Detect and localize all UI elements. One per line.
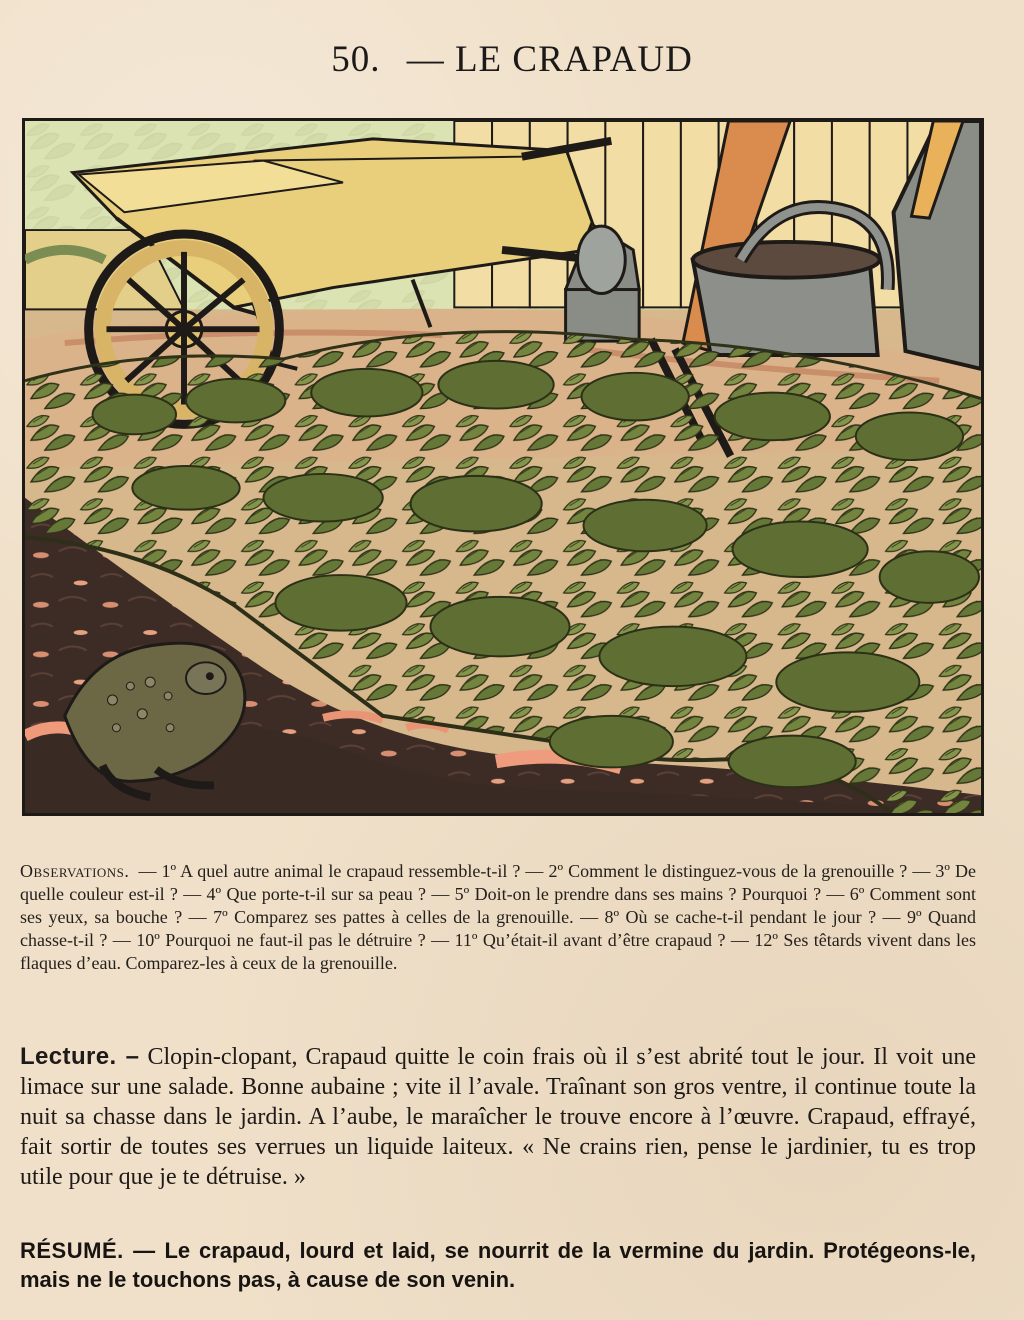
resume-section (20, 1236, 976, 1294)
observations-text: — 1º A quel autre animal le crapaud ressemble-t-il ? — 2º Comment le distinguez-vous de la grenouille ? — 3º De quelle couleur est-il ? — 4º Que porte-t-il sur sa peau ? — 5º Doit-on le prendre dans ses mains ? Pourquoi ? — 6º Comment sont ses yeux, sa bouche ? — 7º Comparez ses pattes à celles de la grenouille. — 8º Où se cache-t-il pendant le jour ? — 9º Quand chasse-t-il ? — 10º Pourquoi ne faut-il pas le détruire ? — 11º Qu’était-il avant d’être crapaud ? — 12º Ses têtards vivent dans les flaques d’eau. Comparez-les à ceux de la grenouille. (20, 861, 977, 973)
lesson-number: 50. (331, 39, 381, 80)
resume-text: Le crapaud, lourd et laid, se nourrit de la vermine du jardin. Protégeons-le, mais ne le touchons pas, à cause de son venin. (20, 1238, 976, 1292)
observations-section (20, 860, 976, 975)
title-text: LE CRAPAUD (454, 39, 693, 80)
resume-label: RÉSUMÉ. — (20, 1238, 156, 1263)
garden-illustration (22, 118, 984, 816)
observations-label: Observations. (20, 861, 130, 881)
title-dash: — (406, 39, 445, 80)
garden-scene-svg (25, 121, 981, 813)
page-title (0, 38, 1024, 81)
lecture-section (20, 1042, 976, 1192)
lecture-text: Clopin-clopant, Crapaud quitte le coin frais où il s’est abrité tout le jour. Il voit une limace sur une salade. Bonne aubaine ; vite il l’avale. Traînant son gros ventre, il continue toute la nuit sa chasse dans le jardin. A l’aube, le maraîcher le trouve encore à l’œuvre. Crapaud, effrayé, fait sortir de toutes ses verrues un liquide laiteux. « Ne crains rien, pense le jardinier, tu es trop utile pour que je te détruise. » (20, 1044, 976, 1190)
lecture-label: Lecture. – (20, 1043, 140, 1070)
